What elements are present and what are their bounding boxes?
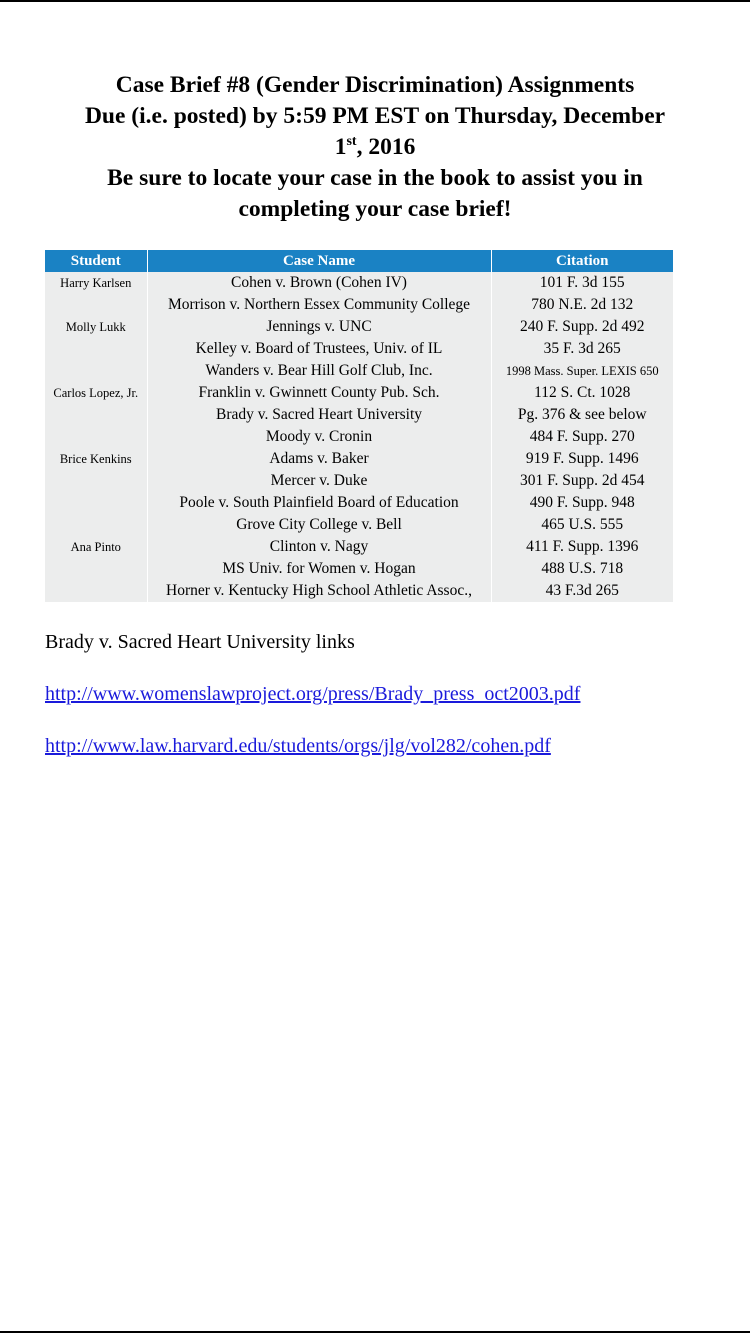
- table-header-row: [45, 250, 673, 272]
- citation-cell: 411 F. Supp. 1396: [491, 536, 673, 558]
- case-name-cell: Jennings v. UNC: [147, 316, 491, 338]
- citation-cell: 465 U.S. 555: [491, 514, 673, 536]
- case-name-cell: MS Univ. for Women v. Hogan: [147, 558, 491, 580]
- citation-cell: 484 F. Supp. 270: [491, 426, 673, 448]
- top-divider: [0, 0, 750, 2]
- student-cell: [45, 338, 147, 360]
- student-cell: Ana Pinto: [45, 536, 147, 558]
- citation-cell: 1998 Mass. Super. LEXIS 650: [491, 360, 673, 382]
- bottom-divider: [0, 1331, 750, 1333]
- student-cell: Carlos Lopez, Jr.: [45, 382, 147, 404]
- table-row: [45, 536, 673, 558]
- citation-cell: 43 F.3d 265: [491, 580, 673, 602]
- heading-due-line: Due (i.e. posted) by 5:59 PM EST on Thursday, December: [84, 103, 666, 129]
- header-case-name: Case Name: [147, 250, 491, 272]
- table-row: [45, 382, 673, 404]
- case-name-cell: Brady v. Sacred Heart University: [147, 404, 491, 426]
- table-row: [45, 492, 673, 514]
- table-row: [45, 448, 673, 470]
- header-student: Student: [45, 250, 147, 272]
- table-row: [45, 294, 673, 316]
- case-name-cell: Clinton v. Nagy: [147, 536, 491, 558]
- case-name-cell: Poole v. South Plainfield Board of Education: [147, 492, 491, 514]
- case-name-cell: Franklin v. Gwinnett County Pub. Sch.: [147, 382, 491, 404]
- case-name-cell: Kelley v. Board of Trustees, Univ. of IL: [147, 338, 491, 360]
- student-cell: Harry Karlsen: [45, 272, 147, 294]
- case-name-cell: Morrison v. Northern Essex Community College: [147, 294, 491, 316]
- case-assignment-table: [45, 250, 673, 602]
- student-cell: [45, 580, 147, 602]
- student-cell: [45, 470, 147, 492]
- table-row: [45, 338, 673, 360]
- brady-press-link[interactable]: http://www.womenslawproject.org/press/Brady_press_oct2003.pdf: [45, 683, 581, 705]
- citation-cell: Pg. 376 & see below: [491, 404, 673, 426]
- table-row: [45, 272, 673, 294]
- citation-cell: 112 S. Ct. 1028: [491, 382, 673, 404]
- due-day: 1: [334, 134, 347, 160]
- heading-instruction-1: Be sure to locate your case in the book to assist you in: [107, 165, 643, 191]
- student-cell: [45, 514, 147, 536]
- student-cell: [45, 360, 147, 382]
- table-row: [45, 360, 673, 382]
- table-row: [45, 558, 673, 580]
- cohen-article-link[interactable]: http://www.law.harvard.edu/students/orgs/jlg/vol282/cohen.pdf: [45, 735, 551, 757]
- case-name-cell: Moody v. Cronin: [147, 426, 491, 448]
- citation-cell: 780 N.E. 2d 132: [491, 294, 673, 316]
- case-name-cell: Mercer v. Duke: [147, 470, 491, 492]
- case-name-cell: Adams v. Baker: [147, 448, 491, 470]
- table-row: [45, 316, 673, 338]
- citation-cell: 919 F. Supp. 1496: [491, 448, 673, 470]
- citation-cell: 490 F. Supp. 948: [491, 492, 673, 514]
- heading-instruction-2: completing your case brief!: [238, 196, 512, 222]
- student-cell: [45, 558, 147, 580]
- case-name-cell: Wanders v. Bear Hill Golf Club, Inc.: [147, 360, 491, 382]
- student-cell: Brice Kenkins: [45, 448, 147, 470]
- student-cell: [45, 492, 147, 514]
- heading-title: Case Brief #8 (Gender Discrimination) Assignments: [115, 72, 635, 98]
- student-cell: Molly Lukk: [45, 316, 147, 338]
- table-row: [45, 404, 673, 426]
- table-row: [45, 426, 673, 448]
- due-day-suffix: st: [346, 134, 357, 150]
- table-row: [45, 470, 673, 492]
- header-citation: Citation: [491, 250, 673, 272]
- student-cell: [45, 404, 147, 426]
- case-name-cell: Horner v. Kentucky High School Athletic Assoc.,: [147, 580, 491, 602]
- case-name-cell: Grove City College v. Bell: [147, 514, 491, 536]
- citation-cell: 301 F. Supp. 2d 454: [491, 470, 673, 492]
- student-cell: [45, 426, 147, 448]
- due-year: , 2016: [356, 134, 416, 160]
- citation-cell: 488 U.S. 718: [491, 558, 673, 580]
- links-heading: Brady v. Sacred Heart University links: [45, 631, 355, 653]
- case-name-cell: Cohen v. Brown (Cohen IV): [147, 272, 491, 294]
- heading-due-date: [30, 132, 720, 163]
- assignment-heading: [30, 70, 720, 225]
- citation-cell: 101 F. 3d 155: [491, 272, 673, 294]
- student-cell: [45, 294, 147, 316]
- citation-cell: 35 F. 3d 265: [491, 338, 673, 360]
- table-row: [45, 580, 673, 602]
- table-row: [45, 514, 673, 536]
- citation-cell: 240 F. Supp. 2d 492: [491, 316, 673, 338]
